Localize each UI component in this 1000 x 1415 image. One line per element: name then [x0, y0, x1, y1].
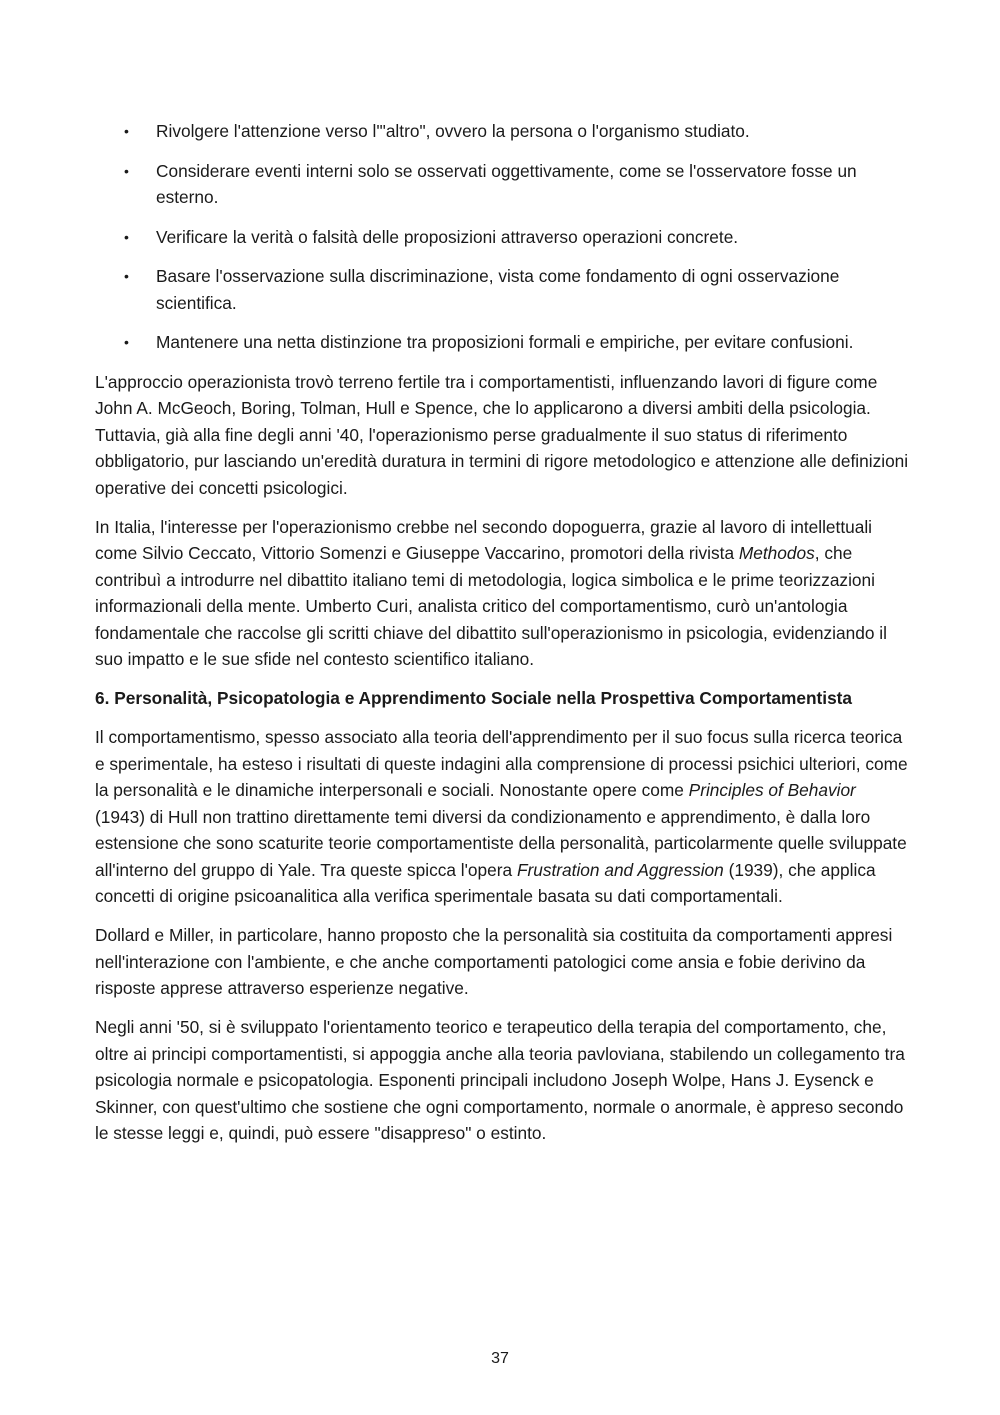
paragraph-operationism-behaviorists: L'approccio operazionista trovò terreno fertile tra i comportamentisti, influenzando lavori di figure come John A. McGeoch, Boring, Tolman, Hull e Spence, che lo applicarono a diversi ambiti della psicologia. Tuttavia, già alla fine degli anni '40, l'operazionismo perse gradualmente il suo status di riferimento obbligatorio, pur lasciando un'eredità duratura in termini di rigore metodologico e attenzione alle definizioni operative dei concetti psicologici.	[95, 371, 909, 498]
bullet-text: Verificare la verità o falsità delle proposizioni attraverso operazioni concrete.	[156, 226, 739, 247]
paragraph-text: In Italia, l'interesse per l'operazionismo crebbe nel secondo dopoguerra, grazie al lavoro di intellettuali come Silvio Ceccato, Vittorio Somenzi e Giuseppe Vaccarino, promotori della rivista	[95, 516, 873, 563]
bullet-text: Mantenere una netta distinzione tra proposizioni formali e empiriche, per evitare confusioni.	[156, 332, 854, 352]
list-item	[95, 263, 910, 316]
list-item	[95, 329, 910, 356]
book-title: Principles of Behavior	[688, 780, 856, 800]
bullet-icon: •	[124, 268, 129, 284]
bullet-icon: •	[124, 334, 129, 350]
paragraph-dollard-miller: Dollard e Miller, in particolare, hanno proposto che la personalità sia costituita da comportamenti appresi nell'interazione con l'ambiente, e che anche comportamenti patologici come ansia e fobie derivino da risposte apprese attraverso esperienze negative.	[95, 925, 893, 998]
paragraph-text: , che contribuì a introdurre nel dibattito italiano temi di metodologia, logica simbolica e le prime teorizzazioni informazionali della mente. Umberto Curi, analista critico del comportamentismo, curò un'antologia fondamentale che raccolse gli scritti chiave del dibattito sull'operazionismo in psicologia, evidenziando il suo impatto e le sue sfide nel contesto scientifico italiano.	[95, 543, 887, 669]
bullet-icon: •	[124, 162, 129, 179]
paragraph-behavior-therapy: Negli anni '50, si è sviluppato l'orientamento teorico e terapeutico della terapia del comportamento, che, oltre ai principi comportamentisti, si appoggia anche alla teoria pavloviana, stabilendo un collegamento tra psicologia normale e psicopatologia. Esponenti principali includono Joseph Wolpe, Hans J. Eysenck e Skinner, con quest'ultimo che sostiene che ogni comportamento, normale o anormale, è appreso secondo le stesse leggi e, quindi, può essere "disappreso" o estinto.	[95, 1017, 905, 1143]
page-content	[95, 118, 910, 1159]
list-item	[95, 118, 910, 145]
list-item	[95, 158, 910, 211]
bullet-text: Considerare eventi interni solo se osservati oggettivamente, come se l'osservatore fosse un esterno.	[156, 160, 857, 207]
section-heading: 6. Personalità, Psicopatologia e Apprendimento Sociale nella Prospettiva Comportamentista	[95, 688, 853, 708]
paragraph-italy-operationism	[95, 514, 910, 673]
book-title: Frustration and Aggression	[516, 859, 724, 880]
bullet-icon: •	[124, 228, 129, 245]
paragraph-text: (1943) di Hull non trattino direttamente temi diversi da condizionamento e apprendimento, è dalla loro estensione che sono scaturite teorie comportamentiste della personalità, particolarmente quelle sviluppate all'interno del gruppo di Yale. Tra queste spicca l'opera	[95, 806, 907, 880]
bullet-text: Rivolgere l'attenzione verso l'"altro", ovvero la persona o l'organismo studiato.	[156, 121, 750, 141]
paragraph-text: (1939), che applica concetti di origine psicoanalitica alla verifica sperimentale basata su dati comportamentali.	[95, 859, 876, 906]
bullet-text: Basare l'osservazione sulla discriminazione, vista come fondamento di ogni osservazione scientifica.	[156, 266, 840, 313]
list-item	[95, 224, 910, 251]
paragraph-text: Il comportamentismo, spesso associato alla teoria dell'apprendimento per il suo focus sulla ricerca teorica e sperimentale, ha esteso i risultati di queste indagini alla comprensione di processi psichici ulteriori, come la personalità e le dinamiche interpersonali e sociali. Nonostante opere come	[95, 727, 908, 800]
page-number: 37	[491, 1350, 509, 1367]
journal-title: Methodos	[738, 543, 815, 563]
bullet-icon: •	[124, 123, 129, 139]
bullet-list	[95, 118, 910, 356]
paragraph-personality	[95, 724, 910, 910]
